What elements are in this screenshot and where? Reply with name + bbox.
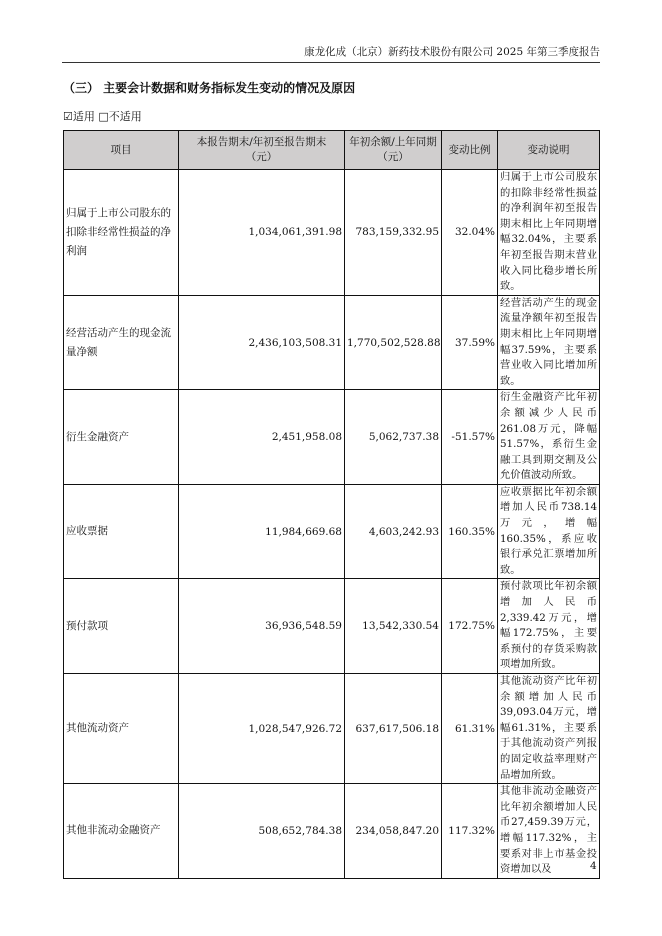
- row-item-label: 预付款项: [64, 579, 179, 674]
- row-change-ratio: 172.75%: [442, 579, 498, 674]
- row-item-label: 其他非流动金融资产: [64, 784, 179, 879]
- row-item-label: 其他流动资产: [64, 674, 179, 784]
- header-item: 项目: [64, 131, 179, 170]
- row-current-value: 11,984,669.68: [179, 484, 345, 579]
- table-row: [64, 579, 600, 674]
- row-item-label: 归属于上市公司股东的扣除非经常性损益的净利润: [64, 170, 179, 296]
- row-explanation: 应收票据比年初余额增加人民币738.14万元，增幅160.35%，系应收银行承兑汇票增加所致。: [498, 484, 600, 579]
- header-current-period: 本报告期末/年初至报告期末 （元）: [179, 131, 345, 170]
- page-number: 4: [590, 860, 597, 872]
- row-previous-value: 13,542,330.54: [345, 579, 442, 674]
- header-explanation: 变动说明: [498, 131, 600, 170]
- row-current-value: 36,936,548.59: [179, 579, 345, 674]
- row-change-ratio: 117.32%: [442, 784, 498, 879]
- row-current-value: 2,436,103,508.31: [179, 295, 345, 390]
- row-explanation: 经营活动产生的现金流量净额年初至报告期末相比上年同期增幅37.59%，主要系营业收入同比增加所致。: [498, 295, 600, 390]
- row-explanation: 衍生金融资产比年初余额减少人民币261.08万元，降幅51.57%，系衍生金融工具到期交割及公允价值波动所致。: [498, 390, 600, 485]
- row-previous-value: 1,770,502,528.88: [345, 295, 442, 390]
- row-change-ratio: 61.31%: [442, 674, 498, 784]
- row-current-value: 2,451,958.08: [179, 390, 345, 485]
- table-row: [64, 170, 600, 296]
- header-previous-period: 年初余额/上年同期 （元）: [345, 131, 442, 170]
- row-current-value: 1,034,061,391.98: [179, 170, 345, 296]
- row-change-ratio: 32.04%: [442, 170, 498, 296]
- header-divider: [62, 62, 600, 63]
- header-change-ratio: 变动比例: [442, 131, 498, 170]
- row-item-label: 衍生金融资产: [64, 390, 179, 485]
- row-previous-value: 783,159,332.95: [345, 170, 442, 296]
- row-previous-value: 5,062,737.38: [345, 390, 442, 485]
- table-row: [64, 390, 600, 485]
- row-change-ratio: 37.59%: [442, 295, 498, 390]
- row-current-value: 508,652,784.38: [179, 784, 345, 879]
- table-row: [64, 295, 600, 390]
- applicability-note: ☑适用 □不适用: [63, 110, 142, 123]
- row-change-ratio: -51.57%: [442, 390, 498, 485]
- row-previous-value: 234,058,847.20: [345, 784, 442, 879]
- row-change-ratio: 160.35%: [442, 484, 498, 579]
- table-row: [64, 484, 600, 579]
- row-item-label: 经营活动产生的现金流量净额: [64, 295, 179, 390]
- row-item-label: 应收票据: [64, 484, 179, 579]
- row-explanation: 其他非流动金融资产比年初余额增加人民币27,459.39万元，增幅117.32%，主要系对非上市基金投资增加以及: [498, 784, 600, 879]
- row-previous-value: 637,617,506.18: [345, 674, 442, 784]
- row-explanation: 预付款项比年初余额增加人民币2,339.42万元，增幅172.75%，主要系预付的存货采购款项增加所致。: [498, 579, 600, 674]
- row-explanation: 归属于上市公司股东的扣除非经常性损益的净利润年初至报告期末相比上年同期增幅32.04%，主要系年初至报告期末营业收入同比稳步增长所致。: [498, 170, 600, 296]
- row-current-value: 1,028,547,926.72: [179, 674, 345, 784]
- section-title: （三） 主要会计数据和财务指标发生变动的情况及原因: [63, 81, 356, 95]
- financial-changes-table: [63, 130, 600, 879]
- table-header-row: [64, 131, 600, 170]
- report-header: 康龙化成（北京）新药技术股份有限公司 2025 年第三季度报告: [304, 46, 600, 58]
- row-previous-value: 4,603,242.93: [345, 484, 442, 579]
- row-explanation: 其他流动资产比年初余额增加人民币39,093.04万元，增幅61.31%，主要系于其他流动资产列报的固定收益率理财产品增加所致。: [498, 674, 600, 784]
- table-row: [64, 784, 600, 879]
- table-row: [64, 674, 600, 784]
